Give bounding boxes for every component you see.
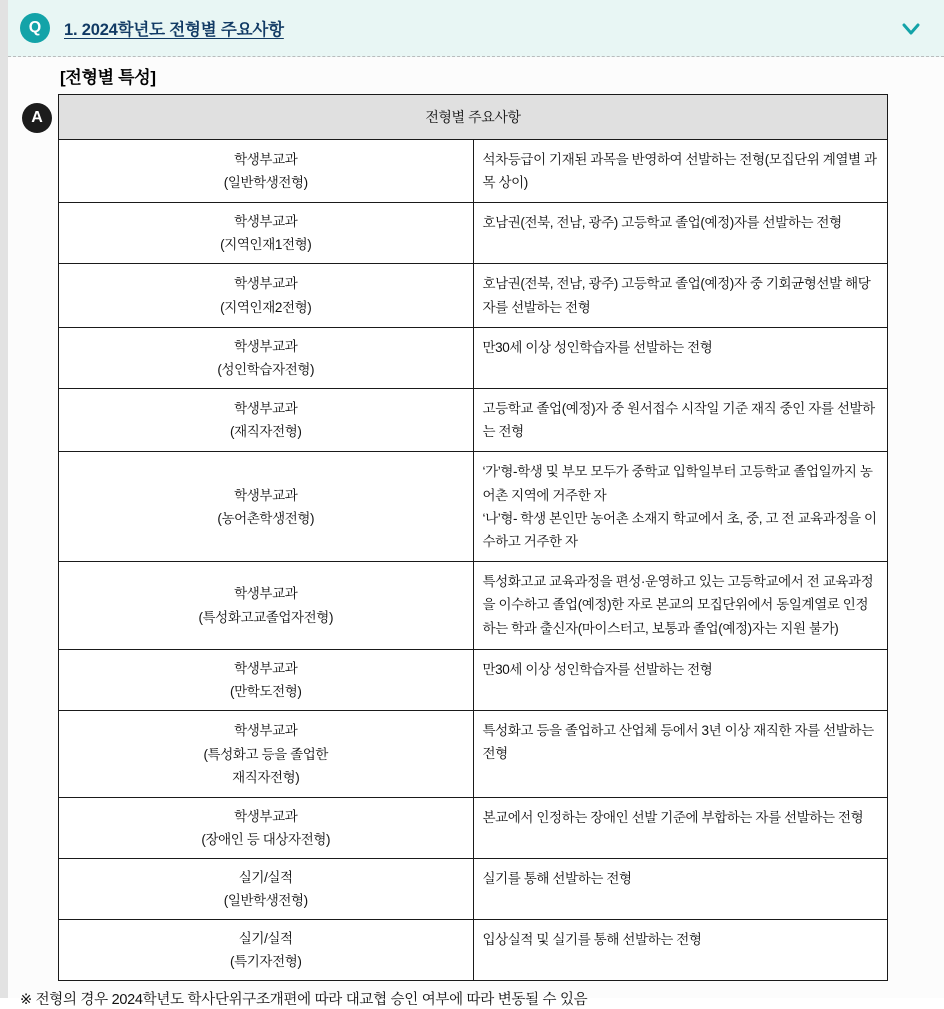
table-row bbox=[59, 327, 888, 388]
admission-description-line: 특성화고교 교육과정을 편성·운영하고 있는 고등학교에서 전 교육과정을 이수하고 졸업(예정)한 자로 본교의 모집단위에서 동일계열로 인정하는 학과 출신자(마이스터고, 보통과 졸업(예정)자는 지원 불가) bbox=[482, 574, 874, 636]
admission-description-line: 고등학교 졸업(예정)자 중 원서접수 시작일 기준 재직 중인 자를 선발하는 전형 bbox=[482, 400, 875, 440]
admission-type-sub: (지역인재2전형) bbox=[220, 299, 312, 315]
table-row bbox=[59, 920, 888, 981]
admission-description-cell bbox=[473, 140, 888, 203]
admission-type-main: 학생부교과 bbox=[234, 487, 298, 503]
admission-type-main: 실기/실적 bbox=[238, 930, 293, 946]
admission-type-sub: (특성화고 등을 졸업한 bbox=[203, 746, 329, 762]
admission-type-cell bbox=[59, 452, 474, 562]
admission-description-line: 입상실적 및 실기를 통해 선발하는 전형 bbox=[482, 932, 702, 948]
admission-type-cell bbox=[59, 140, 474, 203]
question-badge: Q bbox=[20, 13, 50, 43]
admission-description-line: 실기를 통해 선발하는 전형 bbox=[482, 871, 632, 887]
section-heading: [전형별 특성] bbox=[60, 68, 156, 87]
table-row bbox=[59, 452, 888, 562]
admission-type-cell bbox=[59, 711, 474, 798]
admission-description-cell bbox=[473, 650, 888, 711]
admission-description-cell bbox=[473, 327, 888, 388]
table-row bbox=[59, 859, 888, 920]
admission-description-cell bbox=[473, 711, 888, 798]
admission-type-sub: (장애인 등 대상자전형) bbox=[201, 832, 331, 848]
admission-type-cell bbox=[59, 562, 474, 650]
admission-type-sub: (만학도전형) bbox=[230, 684, 302, 700]
admission-description-cell bbox=[473, 264, 888, 327]
admission-description-cell bbox=[473, 920, 888, 981]
admission-description-cell bbox=[473, 388, 888, 451]
table-head bbox=[59, 95, 888, 140]
footer-note: ※ 전형의 경우 2024학년도 학사단위구조개편에 따라 대교협 승인 여부에 따라 변동될 수 있음 bbox=[20, 992, 588, 1009]
table-header-row bbox=[59, 95, 888, 140]
admission-type-sub: (특성화고교졸업자전형) bbox=[198, 609, 334, 625]
admission-description-line: ‘가’형-학생 및 부모 모두가 중학교 입학일부터 고등학교 졸업일까지 농어촌 지역에 거주한 자 bbox=[482, 464, 873, 503]
admission-type-cell bbox=[59, 920, 474, 981]
admission-type-sub: (일반학생전형) bbox=[223, 893, 308, 909]
admission-description-line: 특성화고 등을 졸업하고 산업체 등에서 3년 이상 재직한 자를 선발하는 전형 bbox=[482, 723, 874, 762]
table-title-cell: 전형별 주요사항 bbox=[59, 95, 888, 140]
admission-description-cell bbox=[473, 859, 888, 920]
admission-description-cell bbox=[473, 798, 888, 859]
admission-type-cell bbox=[59, 264, 474, 327]
admission-type-main: 학생부교과 bbox=[234, 214, 298, 230]
answer-badge: A bbox=[22, 103, 52, 133]
table-row bbox=[59, 388, 888, 451]
admission-description-line: 만30세 이상 성인학습자를 선발하는 전형 bbox=[482, 339, 713, 355]
chevron-down-icon[interactable] bbox=[900, 18, 922, 40]
table-row bbox=[59, 203, 888, 264]
admission-type-sub: 재직자전형) bbox=[232, 769, 300, 785]
admission-type-sub: (지역인재1전형) bbox=[220, 237, 312, 253]
faq-question-title[interactable]: 1. 2024학년도 전형별 주요사항 bbox=[64, 21, 284, 39]
admission-description-cell bbox=[473, 562, 888, 650]
admission-description-line: 호남권(전북, 전남, 광주) 고등학교 졸업(예정)자 중 기회균형선발 해당자를 선발하는 전형 bbox=[482, 276, 871, 315]
admission-description-line: 본교에서 인정하는 장애인 선발 기준에 부합하는 자를 선발하는 전형 bbox=[482, 810, 864, 826]
admission-type-sub: (재직자전형) bbox=[230, 424, 302, 440]
admission-type-cell bbox=[59, 327, 474, 388]
table-row bbox=[59, 562, 888, 650]
admission-type-main: 학생부교과 bbox=[234, 660, 298, 676]
admission-description-line: 호남권(전북, 전남, 광주) 고등학교 졸업(예정)자를 선발하는 전형 bbox=[482, 215, 842, 231]
admission-type-sub: (성인학습자전형) bbox=[217, 361, 315, 377]
faq-question-header[interactable] bbox=[8, 0, 944, 57]
table-row bbox=[59, 711, 888, 798]
admission-description-line: 석차등급이 기재된 과목을 반영하여 선발하는 전형(모집단위 계열별 과목 상이) bbox=[482, 152, 877, 191]
admission-type-main: 학생부교과 bbox=[234, 338, 298, 354]
admission-description-cell bbox=[473, 452, 888, 562]
admission-type-main: 학생부교과 bbox=[234, 586, 298, 602]
admission-type-cell bbox=[59, 203, 474, 264]
admission-type-main: 실기/실적 bbox=[238, 869, 293, 885]
admission-description-line: ‘나’형- 학생 본인만 농어촌 소재지 학교에서 초, 중, 고 전 교육과정을 이수하고 거주한 자 bbox=[482, 510, 877, 549]
table-row bbox=[59, 650, 888, 711]
admission-type-cell bbox=[59, 388, 474, 451]
answer-content bbox=[20, 63, 934, 1009]
admission-description-cell bbox=[473, 203, 888, 264]
admission-type-sub: (농어촌학생전형) bbox=[217, 510, 315, 526]
table-row bbox=[59, 264, 888, 327]
admission-type-main: 학생부교과 bbox=[234, 152, 298, 167]
admission-type-main: 학생부교과 bbox=[234, 808, 298, 824]
admission-type-cell bbox=[59, 859, 474, 920]
admission-type-main: 학생부교과 bbox=[234, 276, 298, 292]
table-row bbox=[59, 798, 888, 859]
admission-type-main: 학생부교과 bbox=[234, 400, 298, 416]
admission-type-table bbox=[58, 94, 888, 981]
table-row bbox=[59, 140, 888, 203]
admission-description-line: 만30세 이상 성인학습자를 선발하는 전형 bbox=[482, 662, 713, 678]
admission-type-cell bbox=[59, 650, 474, 711]
admission-type-sub: (일반학생전형) bbox=[223, 175, 308, 191]
admission-type-cell bbox=[59, 798, 474, 859]
admission-type-main: 학생부교과 bbox=[234, 723, 298, 739]
left-gutter bbox=[0, 0, 8, 998]
admission-type-sub: (특기자전형) bbox=[230, 954, 302, 970]
table-body bbox=[59, 140, 888, 981]
